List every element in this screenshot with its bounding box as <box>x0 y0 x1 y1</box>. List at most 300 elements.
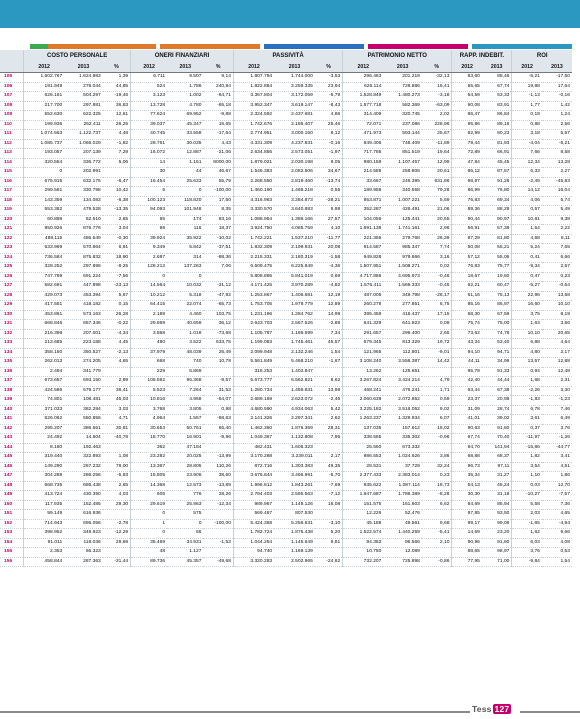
row-id: 132 <box>0 329 24 339</box>
table-cell: 1.528.849 <box>343 92 384 102</box>
table-cell: 45,45 <box>482 158 512 168</box>
table-cell: -1,67 <box>315 358 343 368</box>
table-cell: 605 <box>131 491 167 501</box>
table-cell: 23.282 <box>131 453 167 463</box>
row-id: 134 <box>0 348 24 358</box>
table-cell: 10.750 <box>343 548 384 558</box>
subheader-corner <box>0 62 24 73</box>
table-cell: 570.864 <box>64 244 103 254</box>
table-cell: -2,13 <box>103 348 131 358</box>
year-header: 2012 <box>233 62 274 73</box>
table-cell: 914.587 <box>343 244 384 254</box>
category-bar-green <box>30 44 48 49</box>
table-cell: 3.619.147 <box>274 101 315 111</box>
table-cell: 328.252 <box>24 263 65 273</box>
table-cell: -17,50 <box>542 73 572 83</box>
table-cell: 62,21 <box>452 282 482 292</box>
table-cell: 693.150 <box>64 377 103 387</box>
table-cell: 1.122.737 <box>64 130 103 140</box>
table-cell: 94,10 <box>452 348 482 358</box>
table-cell: -28,21 <box>315 196 343 206</box>
footer-rule <box>0 711 470 713</box>
table-cell: 18,37 <box>203 225 233 235</box>
table-cell: 117.935 <box>24 500 65 510</box>
table-cell: 1,54 <box>512 225 542 235</box>
table-cell: 5,74 <box>542 196 572 206</box>
group-header: PATRIMONIO NETTO <box>343 50 452 62</box>
table-row <box>0 377 572 387</box>
table-cell: 17,64 <box>542 82 572 92</box>
table-cell: 12,34 <box>512 158 542 168</box>
table-cell: 1,54 <box>315 348 343 358</box>
table-cell: 3,54 <box>512 462 542 472</box>
table-cell: 667.346 <box>64 320 103 330</box>
table-cell: -23,13 <box>103 282 131 292</box>
table-cell: 2.189 <box>131 310 167 320</box>
table-cell: 371.033 <box>24 405 65 415</box>
table-row <box>0 291 572 301</box>
table-cell: 747.769 <box>24 272 65 282</box>
table-cell: 28.531 <box>343 462 384 472</box>
table-cell: 2.353 <box>24 548 65 558</box>
table-cell: 16,04 <box>542 187 572 197</box>
table-cell: 850.926 <box>24 225 65 235</box>
group-header: COSTO PERSONALE <box>24 50 131 62</box>
table-cell: 1.782.724 <box>233 529 274 539</box>
table-cell: 6,62 <box>422 500 452 510</box>
table-cell: 199.936 <box>24 120 65 130</box>
table-cell: 1.024.626 <box>383 453 422 463</box>
table-cell: 77,95 <box>452 557 482 567</box>
year-header: 2013 <box>274 62 315 73</box>
table-cell: -0,45 <box>422 282 452 292</box>
table-cell: 76,83 <box>452 196 482 206</box>
year-header: 2012 <box>131 62 167 73</box>
table-cell: 23,37 <box>452 396 482 406</box>
row-id: 155 <box>0 548 24 558</box>
table-cell: 575 <box>167 510 203 520</box>
table-cell: 0,47 <box>512 272 542 282</box>
table-row <box>0 443 572 453</box>
row-id: 152 <box>0 519 24 529</box>
table-cell: 4,06 <box>512 196 542 206</box>
table-cell: 1.786 <box>167 82 203 92</box>
table-cell: 278.044 <box>64 82 103 92</box>
row-id: 114 <box>0 158 24 168</box>
table-cell: 1.822.884 <box>233 82 274 92</box>
table-cell: 5,59 <box>422 196 452 206</box>
table-cell: -7,69 <box>315 481 343 491</box>
table-cell: 89.736 <box>131 557 167 567</box>
table-cell: 20,55 <box>422 215 452 225</box>
table-cell: 3,18 <box>512 130 542 140</box>
table-cell: 1.066.029 <box>64 139 103 149</box>
table-cell: -10,02 <box>203 234 233 244</box>
table-cell: 1.875.438 <box>274 529 315 539</box>
table-cell: -37,51 <box>203 244 233 254</box>
table-cell: 3.768 <box>131 405 167 415</box>
table-cell: -1,82 <box>103 139 131 149</box>
group-header: PASSIVITÀ <box>233 50 342 62</box>
table-cell: 468.241 <box>343 386 384 396</box>
table-cell: 72,89 <box>452 149 482 159</box>
table-cell: 246.395 <box>383 177 422 187</box>
table-cell: 1.007.221 <box>383 196 422 206</box>
top-color-bar <box>0 0 580 28</box>
table-row <box>0 130 572 140</box>
table-cell: 13,58 <box>542 291 572 301</box>
table-cell: 5.256.631 <box>274 519 315 529</box>
table-cell: 1,39 <box>103 73 131 83</box>
table-cell: 9,14 <box>203 73 233 83</box>
table-cell: 1,42 <box>542 101 572 111</box>
table-cell: 3.225.182 <box>343 405 384 415</box>
table-cell: 28,31 <box>315 424 343 434</box>
table-cell: 1.263.237 <box>343 415 384 425</box>
table-cell: 299.581 <box>24 187 65 197</box>
table-cell: 6,49 <box>542 415 572 425</box>
table-cell: 1,63 <box>512 320 542 330</box>
table-cell: 1,86 <box>542 472 572 482</box>
row-id: 151 <box>0 510 24 520</box>
row-id: 123 <box>0 244 24 254</box>
table-cell: -2,78 <box>103 519 131 529</box>
table-cell: 1.876.359 <box>274 424 315 434</box>
row-id: 115 <box>0 168 24 178</box>
table-cell: 14.368 <box>131 481 167 491</box>
table-cell: -11,97 <box>512 434 542 444</box>
table-cell: 14,12 <box>512 187 542 197</box>
table-cell: 30.653 <box>131 424 167 434</box>
table-cell: 12,88 <box>542 358 572 368</box>
table-cell: 1.786.389 <box>383 491 422 501</box>
table-cell: 44,11 <box>452 358 482 368</box>
table-cell: 7,29 <box>103 149 131 159</box>
table-cell: 2.697 <box>131 253 167 263</box>
table-row <box>0 557 572 567</box>
table-cell: 1.576.411 <box>343 282 384 292</box>
table-cell: 1.402.847 <box>274 367 315 377</box>
row-id: 131 <box>0 320 24 330</box>
table-cell: 668 <box>131 358 167 368</box>
table-cell: 748.409 <box>383 139 422 149</box>
table-cell: 320.745 <box>383 111 422 121</box>
table-cell: 0 <box>131 529 167 539</box>
category-bar-orange-2 <box>160 44 260 49</box>
table-cell: 207.139 <box>64 149 103 159</box>
table-cell: 2,56 <box>542 120 572 130</box>
table-cell: 67,74 <box>452 434 482 444</box>
table-cell: 33.558 <box>167 130 203 140</box>
table-cell: 87,57 <box>482 168 512 178</box>
table-cell: 395.459 <box>343 310 384 320</box>
table-cell: 19,72 <box>422 339 452 349</box>
table-cell: -3,10 <box>315 519 343 529</box>
group-header: RAPP. INDEBIT. <box>452 50 512 62</box>
table-cell: -8,28 <box>422 491 452 501</box>
table-cell: 69,34 <box>482 196 512 206</box>
table-cell: 4.680.590 <box>233 405 274 415</box>
table-cell: 524 <box>131 82 167 92</box>
table-cell <box>315 548 343 558</box>
table-cell: 296.483 <box>343 73 384 83</box>
table-cell: 5.841.019 <box>274 272 315 282</box>
table-cell: 96.368 <box>167 377 203 387</box>
table-cell: 75,00 <box>482 320 512 330</box>
table-cell: 87,29 <box>452 234 482 244</box>
table-cell: 52.476 <box>383 510 422 520</box>
table-cell: 3.284.873 <box>274 196 315 206</box>
table-cell: 2,31 <box>542 377 572 387</box>
table-cell: 3,30 <box>542 386 572 396</box>
table-cell: 2.186.407 <box>274 120 315 130</box>
table-cell: 7,66 <box>512 149 542 159</box>
row-id: 126 <box>0 272 24 282</box>
table-cell: -5,41 <box>422 529 452 539</box>
table-cell: 57,12 <box>452 253 482 263</box>
table-cell: 29.619 <box>131 500 167 510</box>
table-cell: 23,94 <box>315 82 343 92</box>
table-cell: 686.438 <box>64 481 103 491</box>
table-cell: 279.768 <box>383 234 422 244</box>
table-cell: 1.105.787 <box>233 329 274 339</box>
table-cell: 2,03 <box>512 510 542 520</box>
table-cell: 80,23 <box>482 130 512 140</box>
table-cell: 1,08 <box>103 453 131 463</box>
table-cell <box>203 510 233 520</box>
table-cell: 5,49 <box>542 206 572 216</box>
table-cell: 12,61 <box>103 111 131 121</box>
table-cell: 37.979 <box>131 348 167 358</box>
row-id: 107 <box>0 92 24 102</box>
table-row <box>0 282 572 292</box>
table-cell: 193.057 <box>24 149 65 159</box>
table-cell: -4,94 <box>542 519 572 529</box>
table-cell: 104.056 <box>343 215 384 225</box>
table-cell: 9,68 <box>422 519 452 529</box>
table-cell: 60.898 <box>24 215 65 225</box>
table-cell: 413.724 <box>24 491 65 501</box>
table-cell: -64,71 <box>203 92 233 102</box>
table-cell: 0,69 <box>315 272 343 282</box>
table-cell: 35.469 <box>131 538 167 548</box>
table-cell: 1.744.000 <box>274 73 315 83</box>
table-cell: 14.504 <box>64 434 103 444</box>
table-cell: 45,03 <box>103 396 131 406</box>
table-cell: 55,79 <box>203 177 233 187</box>
table-cell: 29.869 <box>131 320 167 330</box>
table-cell: 1.440.259 <box>383 529 422 539</box>
table-cell: 65,40 <box>203 424 233 434</box>
table-cell: -9,01 <box>422 348 452 358</box>
table-cell: 319.440 <box>24 453 65 463</box>
table-cell: -28,17 <box>422 291 452 301</box>
table-cell: 48.039 <box>167 348 203 358</box>
table-cell: 79,44 <box>452 139 482 149</box>
table-cell: 679.345 <box>343 339 384 349</box>
table-cell: 4.968 <box>167 396 203 406</box>
table-cell: 89,16 <box>482 120 512 130</box>
table-cell: 65.323 <box>64 548 103 558</box>
table-cell: 2.437.681 <box>274 111 315 121</box>
table-cell: 5.424.368 <box>233 519 274 529</box>
table-cell: 1.741.161 <box>383 225 422 235</box>
table-cell: 3.516.052 <box>383 405 422 415</box>
table-cell: -68,63 <box>203 415 233 425</box>
table-cell: 1.199.083 <box>233 339 274 349</box>
table-cell: 67,38 <box>482 386 512 396</box>
table-cell: 97,11 <box>482 462 512 472</box>
table-cell: 70,40 <box>482 434 512 444</box>
table-cell: 77.624 <box>131 111 167 121</box>
table-cell: -100,00 <box>203 519 233 529</box>
table-cell: 31,27 <box>482 472 512 482</box>
table-cell: 4.695.973 <box>383 272 422 282</box>
table-cell: 0 <box>167 519 203 529</box>
table-cell: 3,04 <box>103 225 131 235</box>
table-cell: -88,36 <box>203 253 233 263</box>
table-cell: 53,33 <box>482 92 512 102</box>
table-cell: 47,84 <box>452 158 482 168</box>
table-row <box>0 82 572 92</box>
table-cell: 45,24 <box>482 481 512 491</box>
table-cell: 60,08 <box>452 101 482 111</box>
table-cell: 18,73 <box>422 481 452 491</box>
table-cell: 49,35 <box>315 462 343 472</box>
table-cell: 573.163 <box>64 310 103 320</box>
table-cell: 5,58 <box>512 500 542 510</box>
table-cell: 2.180.319 <box>274 253 315 263</box>
table-cell: 12,48 <box>542 367 572 377</box>
table-cell: 0,59 <box>422 396 452 406</box>
table-cell: 68,37 <box>482 453 512 463</box>
table-cell: 0,94 <box>512 367 542 377</box>
table-cell: 83,60 <box>452 73 482 83</box>
table-cell: 57,38 <box>482 225 512 235</box>
table-cell: 349.923 <box>64 529 103 539</box>
table-cell: 201.219 <box>383 73 422 83</box>
table-cell: 2.819.460 <box>274 177 315 187</box>
table-row <box>0 348 572 358</box>
table-cell: 3.924.750 <box>233 225 274 235</box>
table-cell: 98 <box>131 225 167 235</box>
table-cell: 20,08 <box>315 244 343 254</box>
row-id: 106 <box>0 82 24 92</box>
table-cell: 4.780 <box>167 101 203 111</box>
table-cell: 76,80 <box>482 187 512 197</box>
table-cell: 3.367.804 <box>233 92 274 102</box>
table-cell: 67,59 <box>482 310 512 320</box>
table-cell: 94.382 <box>343 538 384 548</box>
table-cell: 338.565 <box>343 434 384 444</box>
table-cell: 382.284 <box>64 405 103 415</box>
table-cell: 4.331.309 <box>233 139 274 149</box>
table-cell: 1,82 <box>512 453 542 463</box>
table-cell: 91.011 <box>24 538 65 548</box>
row-id: 139 <box>0 396 24 406</box>
table-cell: 44 <box>167 168 203 178</box>
table-cell: 85,94 <box>482 500 512 510</box>
table-cell: 64.415 <box>131 301 167 311</box>
table-row <box>0 272 572 282</box>
table-cell <box>315 367 343 377</box>
table-cell: 2.377.433 <box>343 472 384 482</box>
table-cell: 61,16 <box>452 291 482 301</box>
table-cell: 813.329 <box>383 339 422 349</box>
table-cell: 94.740 <box>233 548 274 558</box>
table-cell: 4,03 <box>103 491 131 501</box>
table-cell: 151.575 <box>343 500 384 510</box>
table-cell: 55,06 <box>482 253 512 263</box>
footer-brand <box>472 704 511 714</box>
table-cell: 63,44 <box>452 386 482 396</box>
table-cell: 979.866 <box>383 253 422 263</box>
category-bar-blue-2 <box>472 44 572 49</box>
table-cell: 9.507 <box>167 73 203 83</box>
table-cell: 488.115 <box>24 234 65 244</box>
table-cell: 5,06 <box>103 158 131 168</box>
table-cell: 69.952 <box>167 111 203 121</box>
table-cell: 96,73 <box>452 462 482 472</box>
table-cell: 217.700 <box>24 101 65 111</box>
table-cell: 2.060.639 <box>343 396 384 406</box>
table-cell: 985.347 <box>383 244 422 254</box>
table-row <box>0 538 572 548</box>
row-id: 144 <box>0 443 24 453</box>
table-cell: 299.400 <box>383 329 422 339</box>
table-cell: 83,16 <box>203 215 233 225</box>
table-cell: 26,25 <box>103 120 131 130</box>
table-cell: 54,13 <box>452 481 482 491</box>
table-cell: 26,39 <box>422 234 452 244</box>
table-cell: 3.868 <box>131 329 167 339</box>
row-id: 149 <box>0 491 24 501</box>
table-cell: 8,12 <box>315 130 343 140</box>
table-cell: 0 <box>167 272 203 282</box>
table-cell: 1.508.271 <box>383 263 422 273</box>
table-cell: 616.936 <box>64 510 103 520</box>
table-cell: 10.816 <box>131 396 167 406</box>
table-cell: 476.241 <box>383 386 422 396</box>
table-row <box>0 73 572 83</box>
table-cell: 213.685 <box>24 339 65 349</box>
table-cell: 1,10 <box>512 472 542 482</box>
table-cell: 714.943 <box>24 519 65 529</box>
table-cell: 7.264 <box>167 386 203 396</box>
table-cell: 15,65 <box>203 120 233 130</box>
table-cell: 21,06 <box>422 206 452 216</box>
table-cell: 4,45 <box>103 339 131 349</box>
table-cell: 34,96 <box>482 358 512 368</box>
table-cell: 1,71 <box>422 386 452 396</box>
table-cell: 5.523 <box>131 386 167 396</box>
table-cell: 0,53 <box>542 548 572 558</box>
table-cell: 5,24 <box>512 244 542 254</box>
table-cell: 3.172.059 <box>274 92 315 102</box>
table-cell: 108.481 <box>64 396 103 406</box>
table-cell: 849.406 <box>343 139 384 149</box>
table-cell: 89,36 <box>452 206 482 216</box>
table-row <box>0 168 572 178</box>
table-cell: 0 <box>167 187 203 197</box>
table-cell: 4,51 <box>542 462 572 472</box>
table-cell: 2.494 <box>24 367 65 377</box>
table-cell: -0,46 <box>422 272 452 282</box>
table-cell: 35.922 <box>167 234 203 244</box>
table-cell: 99,06 <box>482 519 512 529</box>
table-cell: 44,85 <box>103 82 131 92</box>
table-cell: 12.573 <box>167 481 203 491</box>
